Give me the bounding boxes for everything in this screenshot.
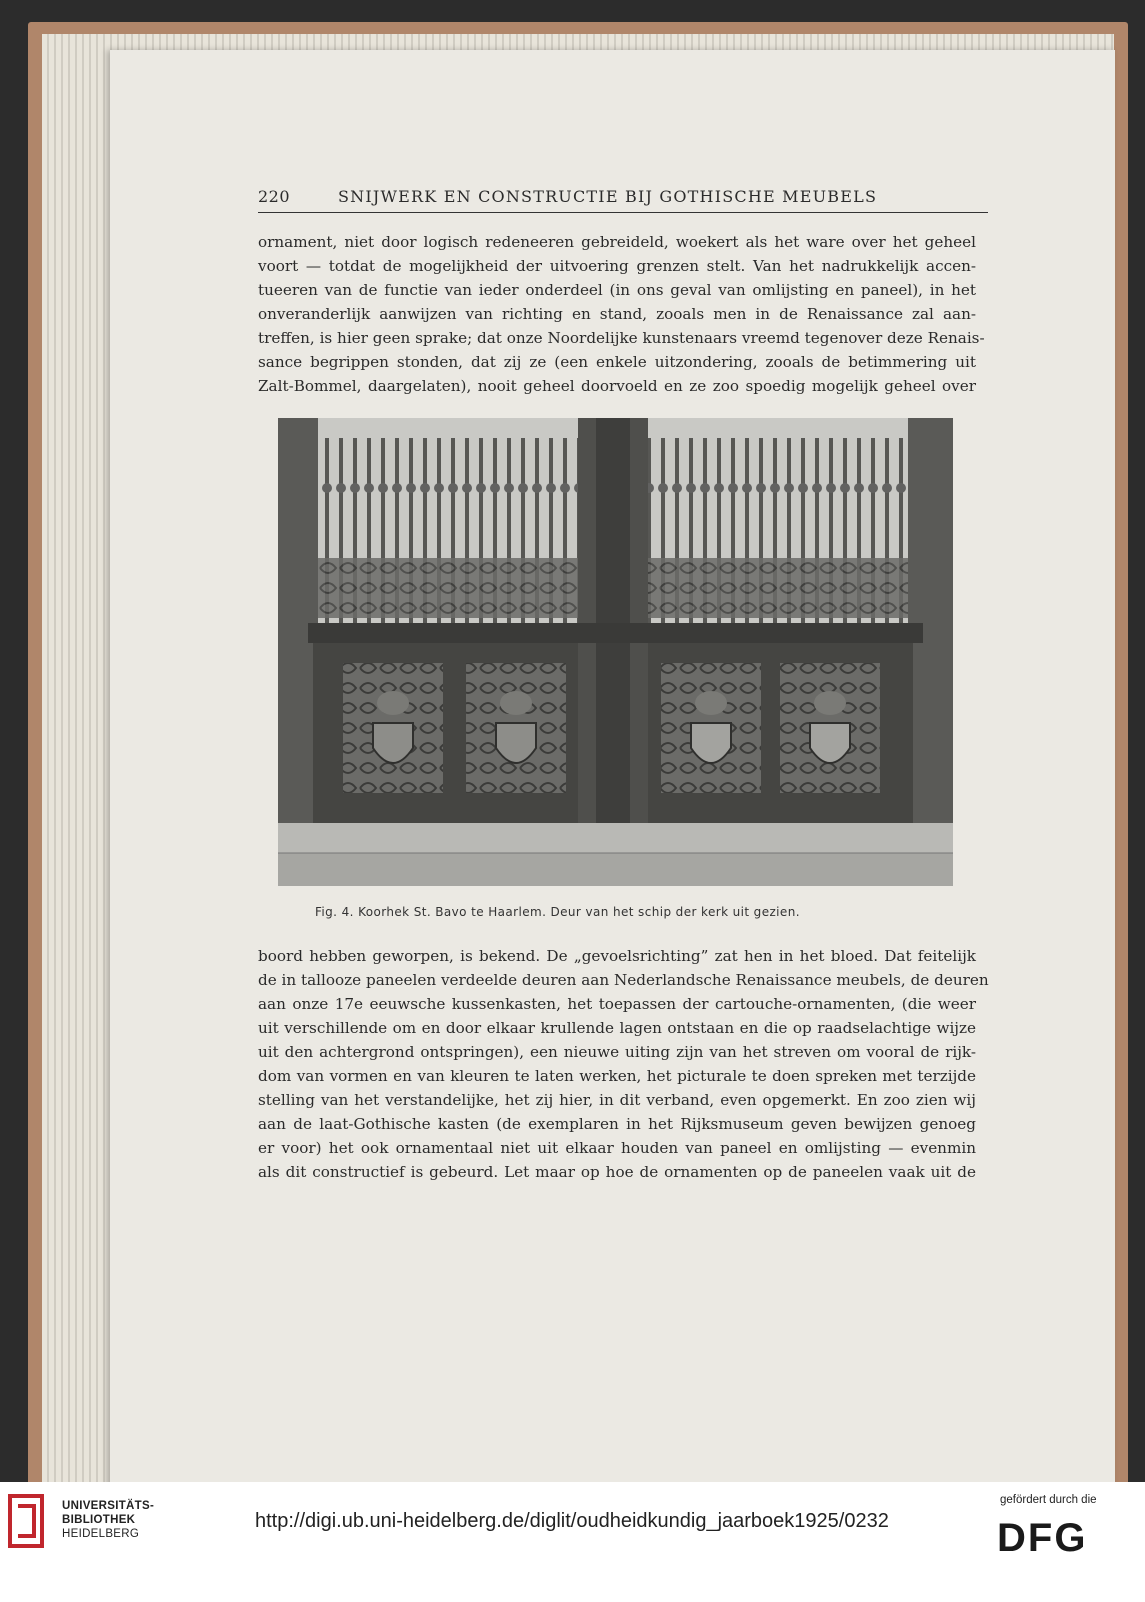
text-line: er voor) het ook ornamentaal niet uit elkaar houden van paneel en omlijsting — evenmin	[258, 1139, 976, 1157]
text-line: dom van vormen en van kleuren te laten werken, het picturale te doen spreken met terzijde	[258, 1067, 976, 1085]
paragraph-top	[258, 230, 985, 398]
permalink-url[interactable]: http://digi.ub.uni-heidelberg.de/diglit/oudheidkundig_jaarboek1925/0232	[255, 1510, 889, 1532]
funded-by-label: gefördert durch die	[1000, 1494, 1097, 1506]
text-line: Zalt-Bommel, daargelaten), nooit geheel doorvoeld en ze zoo spoedig mogelijk geheel over	[258, 377, 976, 395]
text-line: ornament, niet door logisch redeneeren gebreideld, woekert als het ware over het geheel	[258, 233, 976, 251]
text-line: voort — totdat de mogelijkheid der uitvoering grenzen stelt. Van het nadrukkelijk accen-	[258, 257, 976, 275]
text-line: als dit constructief is gebeurd. Let maar op hoe de ornamenten op de paneelen vaak uit de	[258, 1163, 976, 1181]
text-line: uit verschillende om en door elkaar krullende lagen ontstaan en die op raadselachtige wijze	[258, 1019, 976, 1037]
library-logo-icon	[6, 1492, 46, 1550]
paragraph-bottom	[258, 944, 989, 1184]
running-title: SNIJWERK EN CONSTRUCTIE BIJ GOTHISCHE MEUBELS	[338, 187, 878, 206]
text-line: aan onze 17e eeuwsche kussenkasten, het toepassen der cartouche-ornamenten, (die weer	[258, 995, 976, 1013]
text-line: boord hebben geworpen, is bekend. De „gevoelsrichting” zat hen in het bloed. Dat feitelijk	[258, 947, 976, 965]
institution-line: UNIVERSITÄTS-	[62, 1500, 155, 1512]
text-line: onveranderlijk aanwijzen van richting en stand, zooals men in de Renaissance zal aan-	[258, 305, 976, 323]
book-page	[110, 50, 1115, 1516]
page-number: 220	[258, 187, 291, 206]
text-line: treffen, is hier geen sprake; dat onze Noordelijke kunstenaars vreemd tegenover deze Renais-	[258, 329, 985, 347]
text-line: de in tallooze paneelen verdeelde deuren aan Nederlandsche Renaissance meubels, de deuren	[258, 971, 989, 989]
institution-line: HEIDELBERG	[62, 1528, 140, 1540]
text-line: sance begrippen stonden, dat zij ze (een enkele uitzondering, zooals de betimmering uit	[258, 353, 976, 371]
text-line: uit den achtergrond ontspringen), een nieuwe uiting zijn van het streven om vooral de rijk-	[258, 1043, 976, 1061]
text-line: aan de laat-Gothische kasten (de exemplaren in het Rijksmuseum geven bewijzen genoeg	[258, 1115, 976, 1133]
page-header	[258, 182, 988, 213]
figure-photograph	[278, 418, 953, 886]
institution-line: BIBLIOTHEK	[62, 1514, 136, 1526]
text-line: stelling van het verstandelijke, het zij hier, in dit verband, even opgemerkt. En zoo zien wij	[258, 1091, 976, 1109]
footer-bar	[0, 1482, 1145, 1602]
text-line: tueeren van de functie van ieder onderdeel (in ons geval van omlijsting en paneel), in het	[258, 281, 976, 299]
dfg-logo: DFG	[997, 1516, 1088, 1560]
figure-caption: Fig. 4. Koorhek St. Bavo te Haarlem. Deur van het schip der kerk uit gezien.	[315, 905, 800, 919]
choir-screen-photo	[278, 418, 953, 886]
